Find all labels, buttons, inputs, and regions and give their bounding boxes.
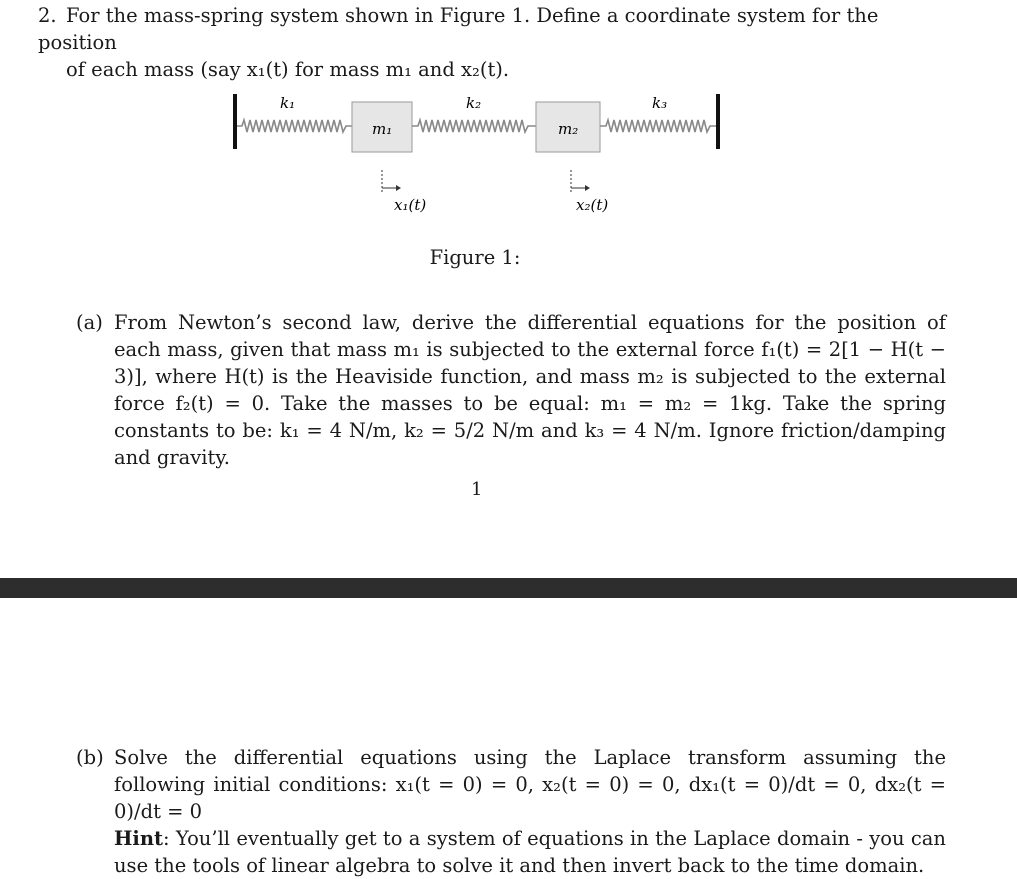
problem-statement [38,2,948,83]
problem-line-2: of each mass (say x₁(t) for mass m₁ and x₂(t). [66,58,510,81]
label-k2: k₂ [466,94,482,112]
page-number: 1 [471,479,483,500]
label-k1: k₁ [280,94,296,112]
figure-caption: Figure 1: [429,246,521,269]
hint-label: Hint [114,827,164,850]
left-wall [233,94,237,149]
x1-arrow-head [396,185,401,191]
part-b-text: Solve the differential equations using the Laplace transform assuming the following initial conditions: x₁(t = 0) = 0, x₂(t = 0) = 0, dx₁(t = 0)/dt = 0, dx₂(t = 0)/dt = 0 [114,746,946,823]
label-x2: x₂(t) [576,196,609,214]
right-wall [716,94,720,149]
part-b-content [76,744,946,879]
spring-k2 [412,120,536,132]
part-a-label: (a) [76,311,103,334]
hint-text: : You’ll eventually get to a system of equations in the Laplace domain - you can use the tools of linear algebra to solve it and then invert back to the time domain. [114,827,946,877]
problem-number: 2. [38,4,57,27]
spring-k1 [237,120,352,132]
problem-line-1: For the mass-spring system shown in Figure 1. Define a coordinate system for the position [38,4,879,54]
label-m2: m₂ [558,120,579,138]
label-k3: k₃ [652,94,668,112]
part-b [76,744,946,879]
part-b-hint [114,825,946,879]
x2-arrow-head [585,185,590,191]
part-a [76,309,946,471]
label-x1: x₁(t) [394,196,427,214]
spring-k3 [600,120,716,132]
part-a-text: From Newton’s second law, derive the differential equations for the position of each mass, given that mass m₁ is subjected to the external force f₁(t) = 2[1 − H(t − 3)], where H(t) is the Heaviside function, and mass m₂ is subjected to the external force f₂(t) = 0. Take the masses to be equal: m₁ = m₂ = 1kg. Take the spring constants to be: k₁ = 4 N/m, k₂ = 5/2 N/m and k₃ = 4 N/m. Ignore friction/damping and gravity. [114,311,946,469]
mass-spring-figure [228,88,728,228]
part-b-label: (b) [76,746,104,769]
page-divider [0,578,1017,598]
label-m1: m₁ [372,120,393,138]
